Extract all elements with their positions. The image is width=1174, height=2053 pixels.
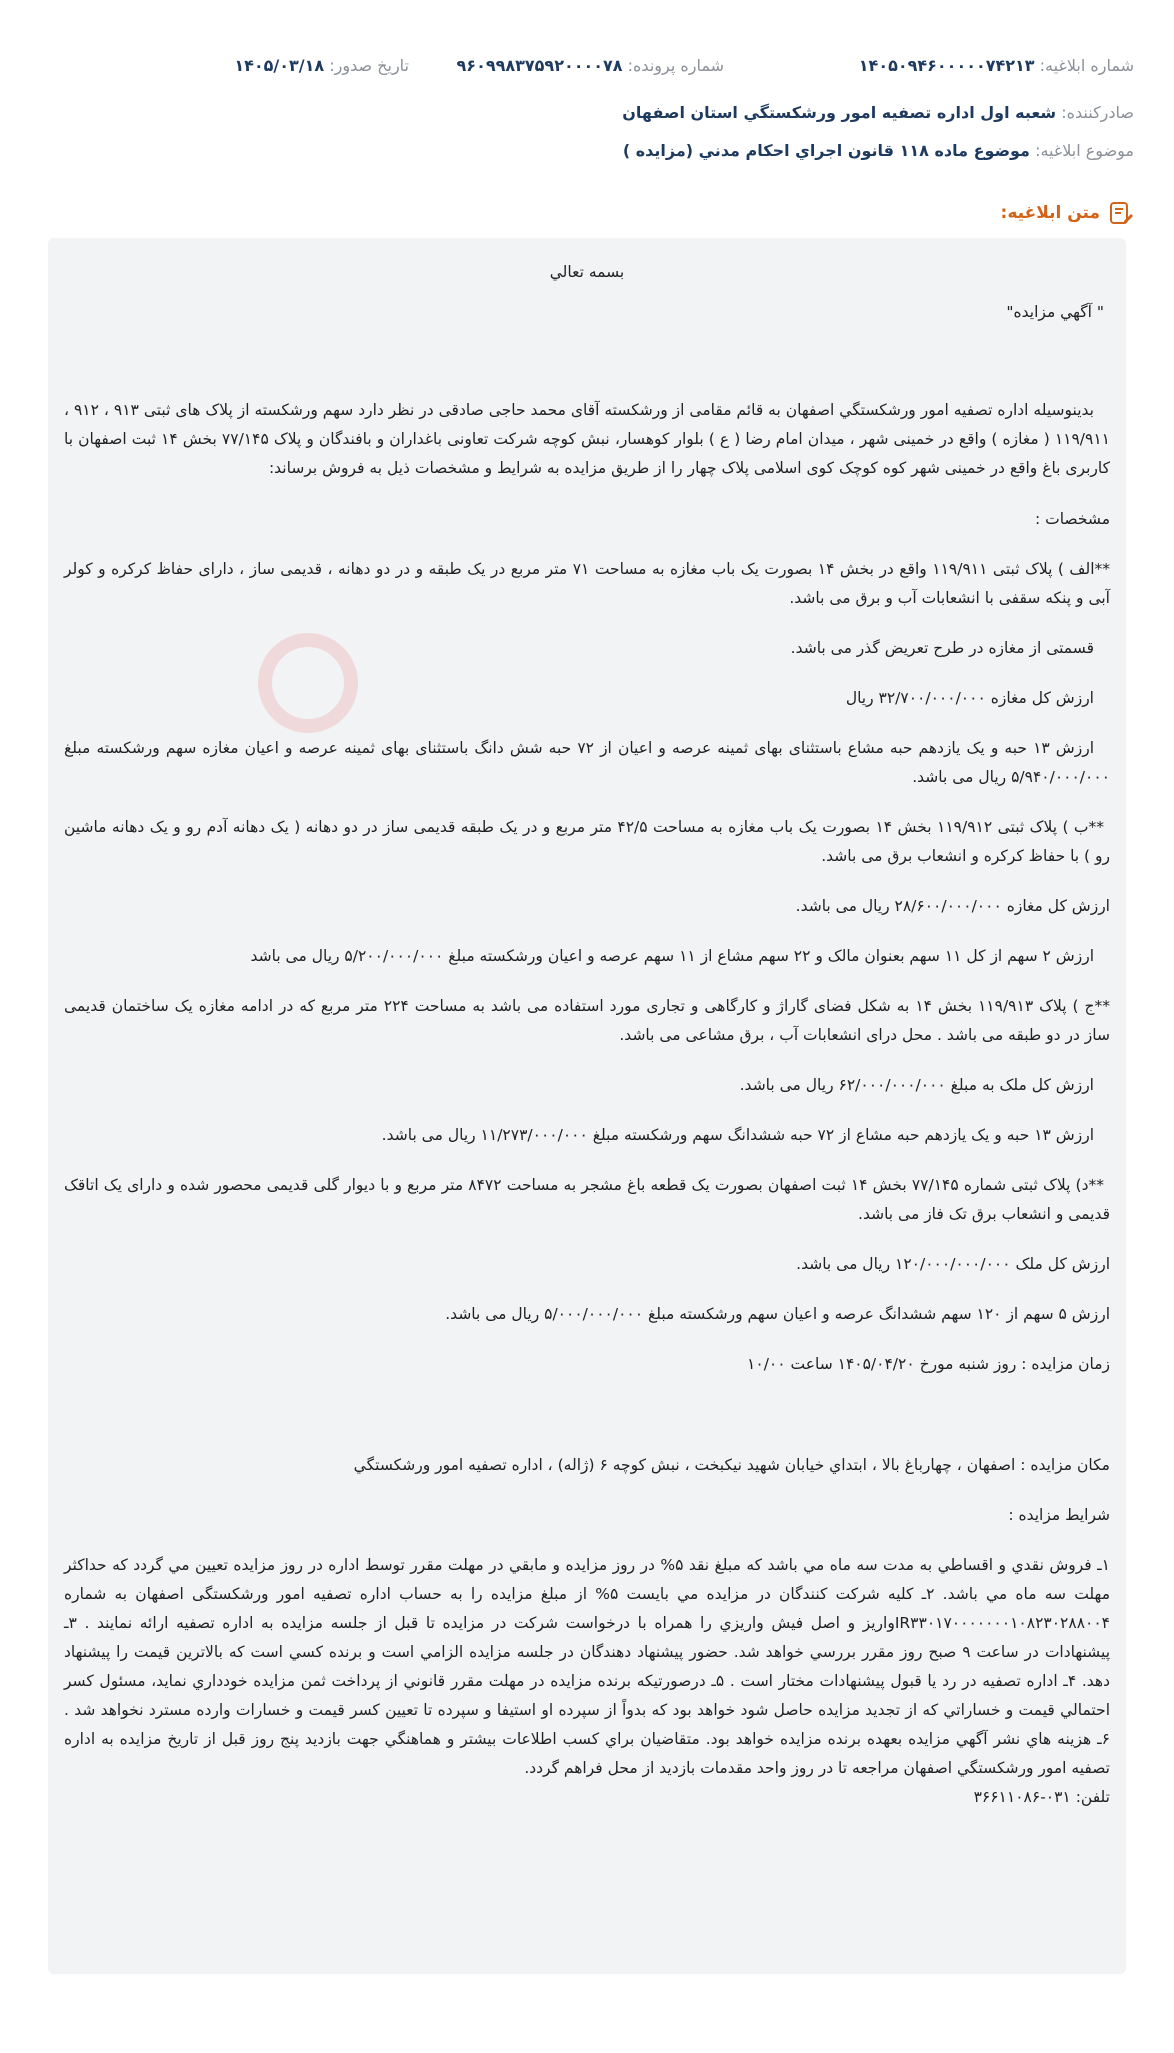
paragraph: ارزش ۵ سهم از ۱۲۰ سهم ششدانگ عرصه و اعیان سهم ورشکسته مبلغ ۵/۰۰۰/۰۰۰/۰۰۰ ریال می باشد. bbox=[445, 1305, 1110, 1323]
paragraph: **ج ) پلاک ۱۱۹/۹۱۳ بخش ۱۴ به شکل فضای گاراژ و کارگاهی و تجاری مورد استفاده می باشد به مساحت ۲۲۴ متر مربع که در ادامه مغازه یک ساختمان قدیمی ساز در دو طبقه می باشد . محل درای انشعابات آب ، برق مشاعی می باشد. bbox=[64, 997, 1110, 1044]
notice-content bbox=[64, 256, 1110, 1812]
case-number: شماره پرونده: ۹۶۰۹۹۸۳۷۵۹۲۰۰۰۰۷۸ bbox=[456, 56, 724, 75]
phone: تلفن: ۰۳۱-۳۶۶۱۱۰۸۶ bbox=[973, 1788, 1110, 1806]
document-edit-icon bbox=[1108, 200, 1134, 226]
section-title: متن ابلاغيه: bbox=[1001, 200, 1134, 226]
paragraph: ارزش کل مغازه ۳۲/۷۰۰/۰۰۰/۰۰۰ ریال bbox=[845, 689, 1094, 707]
issuer: شعبه اول اداره تصفيه امور ورشکستگي استان اصفهان bbox=[622, 103, 1057, 122]
paragraph: ارزش کل ملک ۱۲۰/۰۰۰/۰۰۰/۰۰۰ ریال می باشد. bbox=[796, 1255, 1110, 1273]
paragraph: " آگهي مزايده" bbox=[1006, 303, 1104, 321]
notice-number: شماره ابلاغيه: ۱۴۰۵۰۹۴۶۰۰۰۰۰۷۴۲۱۳ bbox=[858, 56, 1134, 75]
auction-location: مکان مزایده : اصفهان ، چهارباغ بالا ، ابتداي خيابان شهيد نيكبخت ، نبش كوچه ۶ (ژاله) ، اداره تصفيه امور ورشكستگي bbox=[353, 1456, 1110, 1474]
paragraph: مشخصات : bbox=[1034, 510, 1110, 528]
subject: موضوع ماده ۱۱۸ قانون اجراي احکام مدني (مزايده ) bbox=[622, 141, 1030, 160]
paragraph: بسمه تعالي bbox=[549, 263, 625, 281]
paragraph: ارزش ۱۳ حبه و یک یازدهم حبه مشاع از ۷۲ حبه ششدانگ سهم ورشکسته مبلغ ۱۱/۲۷۳/۰۰۰/۰۰۰ ریال می باشد. bbox=[381, 1126, 1094, 1144]
auction-time: زمان مزایده : روز شنبه مورخ ۱۴۰۵/۰۴/۲۰ ساعت ۱۰/۰۰ bbox=[747, 1355, 1110, 1373]
paragraph: **ب ) پلاک ثبتی ۱۱۹/۹۱۲ بخش ۱۴ بصورت یک باب مغازه به مساحت ۴۲/۵ متر مربع و در یک طبقه قدیمی ساز در دو دهانه ( یک دهانه آدم رو و یک دهانه ماشین رو ) با حفاظ کرکره و انشعاب برق می باشد. bbox=[64, 818, 1110, 865]
notice-text-box bbox=[48, 238, 1126, 1974]
auction-conditions: ۱ـ فروش نقدي و اقساطي به مدت سه ماه مي باشد كه مبلغ نقد ۵% در روز مزايده و مابقي در مهلت مقرر توسط اداره در روز مزايده تعيين مي گردد كه حداكثر مهلت سه ماه مي باشد. ۲ـ كليه شركت كنندگان در مزايده مي بايست ۵% از مبلغ مزايده را به حساب اداره تصفیه امور ورشکستگی اصفهان به شماره IR۳۳۰۱۷۰۰۰۰۰۰۰۱۰۸۲۳۰۲۸۸۰۰۴واريز و اصل فيش واريزي را همراه با درخواست شركت در مزايده تا قبل از جلسه مزايده به اداره تصفيه ارائه نمايند . ۳ـ پيشنهادات در ساعت ۹ صبح روز مقرر بررسي خواهد شد. حضور پيشنهاد دهندگان در جلسه مزايده الزامي است و برنده كسي است كه بالاترين قيمت را پيشنهاد دهد. ۴ـ اداره تصفيه در رد يا قبول پيشنهادات مختار است . ۵ـ درصورتيكه برنده مزايده در مهلت مقرر قانوني از پرداخت ثمن مزايده خودداري نمايد، مسئول كسر احتمالي قيمت و خساراتي كه از تجديد مزايده حاصل شود خواهد بود كه بدواً از سپرده او استيفا و سپرده تا تعيين كسر قيمت و خسارات وارده مسترد نخواهد شد . ۶ـ هزينه هاي نشر آگهي مزايده بعهده برنده مزايده خواهد بود. متقاضيان براي كسب اطلاعات بيشتر و هماهنگي جهت بازديد پنج روز قبل از تاريخ مزايده به اداره تصفيه امور ورشكستگي اصفهان مراجعه تا در روز واحد مقدمات بازديد از محل فراهم گردد. bbox=[64, 1556, 1111, 1777]
paragraph: **د) پلاک ثبتی شماره ۷۷/۱۴۵ بخش ۱۴ ثبت اصفهان بصورت یک قطعه باغ مشجر به مساحت ۸۴۷۲ متر مربع و با دیوار گلی قدیمی محصور شده و دارای یک اتاقک قدیمی و انشعاب برق تک فاز می باشد. bbox=[64, 1176, 1110, 1223]
paragraph: ارزش کل مغازه ۲۸/۶۰۰/۰۰۰/۰۰۰ ریال می باشد. bbox=[795, 897, 1110, 915]
paragraph: ارزش ۲ سهم از کل ۱۱ سهم بعنوان مالک و ۲۲ سهم مشاع از ۱۱ سهم عرصه و اعیان ورشکسته مبلغ ۵/۲۰۰/۰۰۰/۰۰۰ ریال می باشد bbox=[250, 947, 1094, 965]
paragraph: ارزش کل ملک به مبلغ ۶۲/۰۰۰/۰۰۰/۰۰۰ ریال می باشد. bbox=[739, 1076, 1094, 1094]
paragraph: بدينوسيله اداره تصفيه امور ورشکستگي اصفهان به قائم مقامی از ورشکسته آقای محمد حاجی صادقی در نظر دارد سهم ورشکسته از پلاک های ثبتی ۹۱۳ ، ۹۱۲ ، ۱۱۹/۹۱۱ ( مغازه ) واقع در خمینی شهر ، میدان امام رضا ( ع ) بلوار کوهسار، نبش کوچه شرکت تعاونی باغداران و بافندگان و پلاک ۷۷/۱۴۵ بخش ۱۴ ثبت اصفهان با کاربری باغ واقع در خمینی شهر کوه کوچک کوی اسلامی پلاک چهار را از طریق مزایده به شرایط و مشخصات ذیل به فروش برساند: bbox=[64, 401, 1110, 477]
paragraph: قسمتی از مغازه در طرح تعریض گذر می باشد. bbox=[790, 639, 1094, 657]
paragraph: ارزش ۱۳ حبه و یک یازدهم حبه مشاع باستثنای بهای ثمینه عرصه و اعیان از ۷۲ حبه شش دانگ باستثنای بهای ثمینه عرصه و اعیان مغازه سهم ورشکسته مبلغ ۵/۹۴۰/۰۰۰/۰۰۰ ریال می باشد. bbox=[64, 739, 1110, 786]
issuer-row: صادرکننده: شعبه اول اداره تصفيه امور ورشکستگي استان اصفهان bbox=[622, 103, 1134, 122]
issue-date: تاريخ صدور: ۱۴۰۵/۰۳/۱۸ bbox=[234, 56, 409, 75]
subject-row: موضوع ابلاغيه: موضوع ماده ۱۱۸ قانون اجراي احکام مدني (مزايده ) bbox=[622, 141, 1134, 160]
paragraph: شرایط مزایده : bbox=[1008, 1506, 1110, 1524]
paragraph: **الف ) پلاک ثبتی ۱۱۹/۹۱۱ واقع در بخش ۱۴ بصورت یک باب مغازه به مساحت ۷۱ متر مربع در یک طبقه و در دو دهانه ، قدیمی ساز ، دارای حفاظ کرکره و کولر آبی و پنکه سقفی با انشعابات آب و برق می باشد. bbox=[64, 560, 1110, 607]
